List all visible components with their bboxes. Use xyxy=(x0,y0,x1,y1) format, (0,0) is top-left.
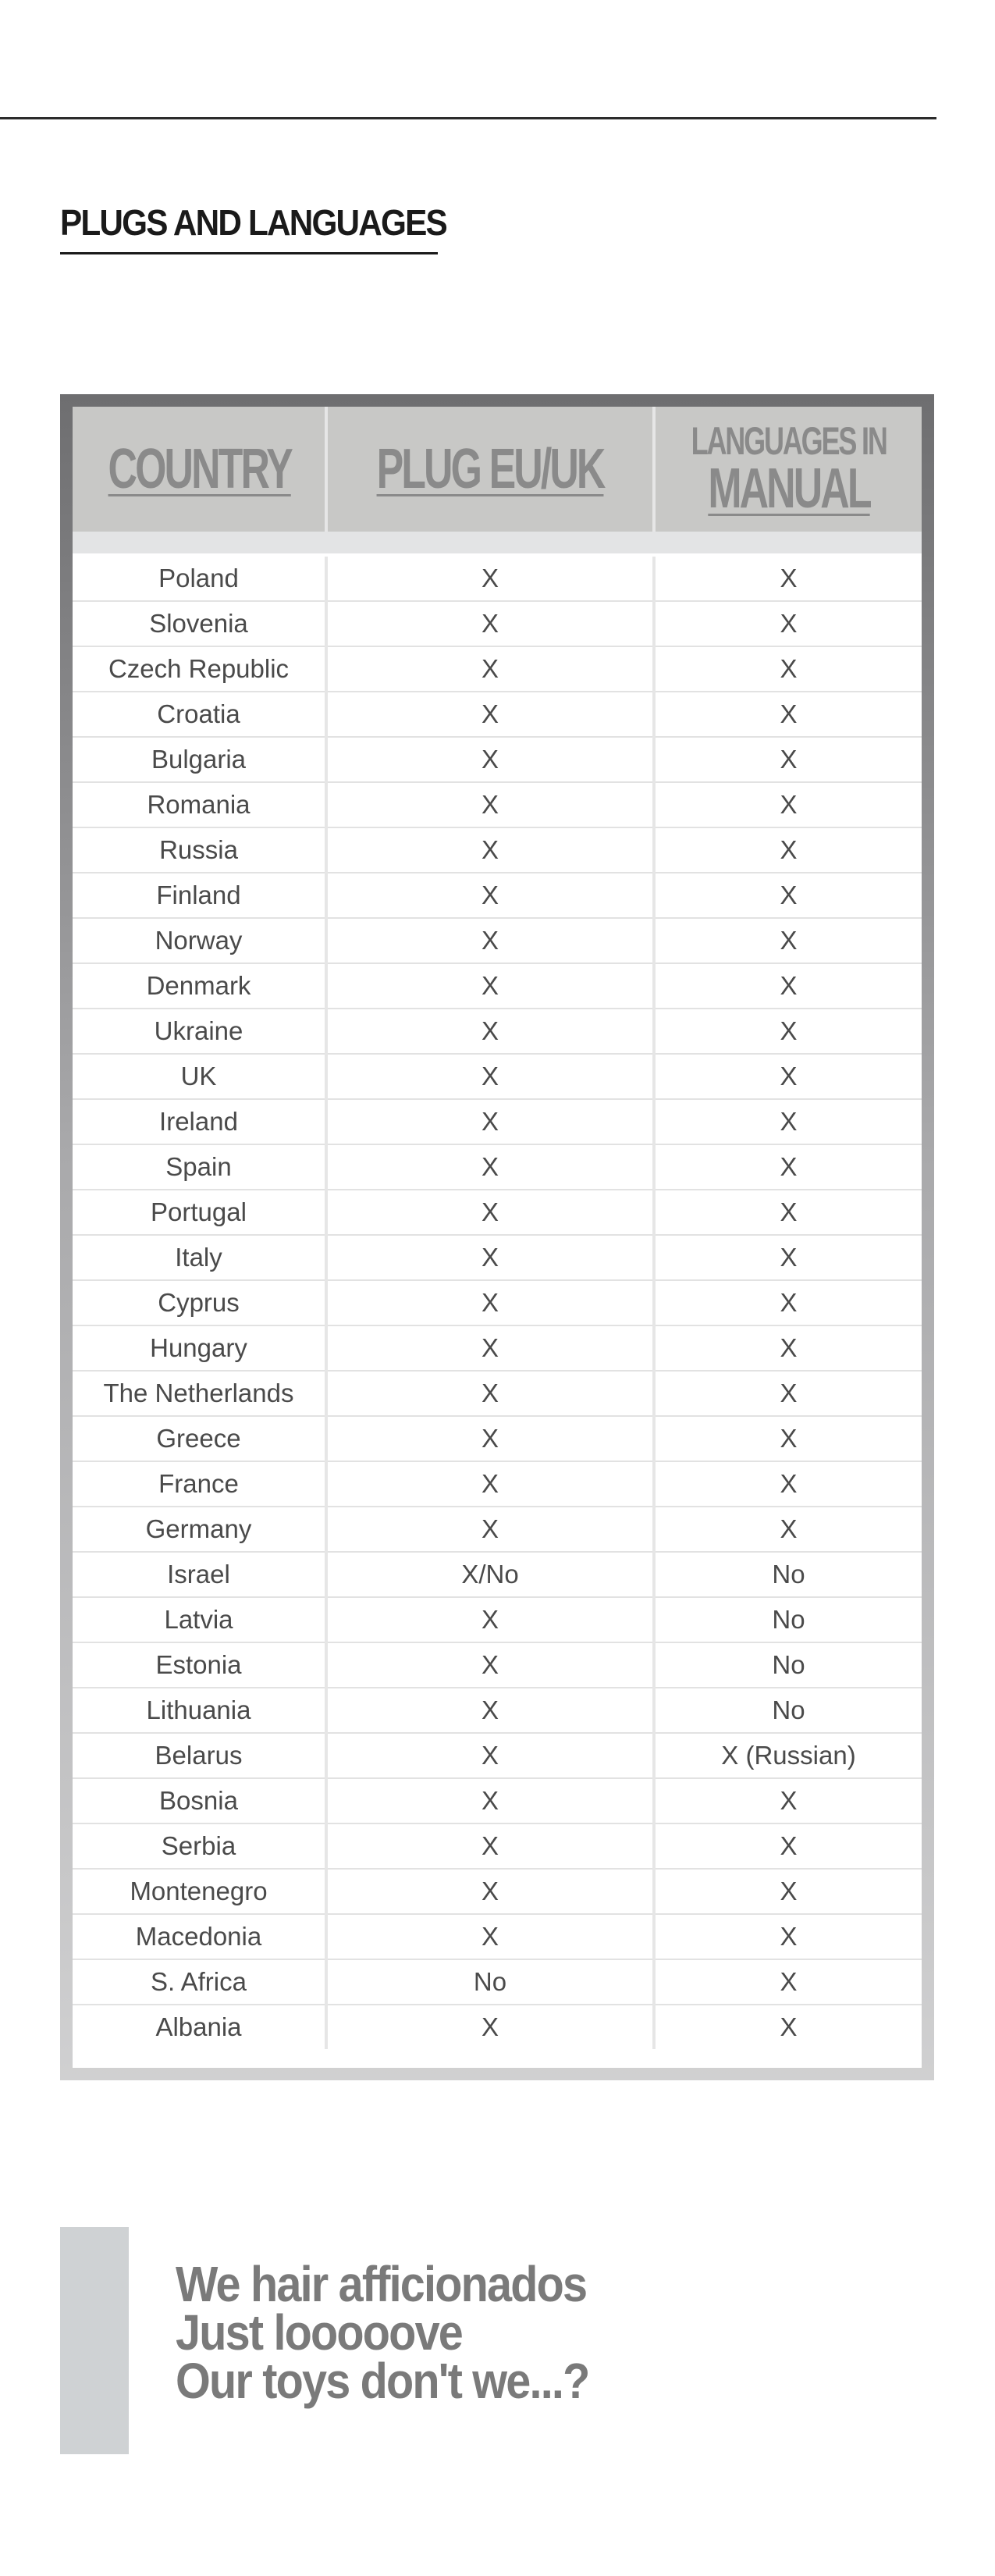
plug-cell: X xyxy=(326,1099,654,1144)
language-cell: X xyxy=(654,782,922,827)
language-cell: X xyxy=(654,1190,922,1235)
quote-accent-bar xyxy=(60,2227,129,2454)
language-cell: X xyxy=(654,827,922,873)
plug-cell: X xyxy=(326,1235,654,1280)
plug-cell: X xyxy=(326,646,654,692)
language-cell: X xyxy=(654,646,922,692)
country-cell: Israel xyxy=(73,1552,326,1597)
plug-cell: X xyxy=(326,1642,654,1688)
country-cell: Bosnia xyxy=(73,1778,326,1823)
country-cell: Montenegro xyxy=(73,1869,326,1914)
plug-cell: X xyxy=(326,1325,654,1371)
country-cell: Lithuania xyxy=(73,1688,326,1733)
section-title: PLUGS AND LANGUAGES xyxy=(60,202,446,243)
plug-cell: X xyxy=(326,873,654,918)
country-cell: Romania xyxy=(73,782,326,827)
table-header-row xyxy=(73,407,922,532)
language-cell: X xyxy=(654,1144,922,1190)
tagline-line-3: Our toys don't we...? xyxy=(176,2353,589,2409)
country-cell: Slovenia xyxy=(73,601,326,646)
country-cell: Finland xyxy=(73,873,326,918)
country-cell: S. Africa xyxy=(73,1959,326,2005)
country-cell: Belarus xyxy=(73,1733,326,1778)
country-cell: Czech Republic xyxy=(73,646,326,692)
tagline-line-2: Just looooove xyxy=(176,2304,463,2361)
plug-cell: X xyxy=(326,692,654,737)
country-cell: Albania xyxy=(73,2005,326,2049)
table-row xyxy=(73,555,922,601)
table-row xyxy=(73,1416,922,1461)
table-row xyxy=(73,1325,922,1371)
plug-cell: X/No xyxy=(326,1552,654,1597)
plug-cell: X xyxy=(326,1461,654,1507)
table-row xyxy=(73,1688,922,1733)
plugs-languages-table xyxy=(73,407,922,2049)
header-country-label: COUNTRY xyxy=(108,438,291,500)
language-cell: X xyxy=(654,1235,922,1280)
language-cell: X xyxy=(654,1778,922,1823)
header-languages-line2: MANUAL xyxy=(707,457,870,520)
language-cell: X xyxy=(654,1280,922,1325)
table-row xyxy=(73,1099,922,1144)
plug-cell: X xyxy=(326,737,654,782)
tagline-line-1: We hair afficionados xyxy=(176,2256,587,2312)
plug-cell: X xyxy=(326,1597,654,1642)
plug-cell: X xyxy=(326,601,654,646)
language-cell: X xyxy=(654,1914,922,1959)
country-cell: The Netherlands xyxy=(73,1371,326,1416)
table-row xyxy=(73,1597,922,1642)
title-underline xyxy=(60,252,438,254)
plug-cell: X xyxy=(326,963,654,1009)
language-cell: X xyxy=(654,1959,922,2005)
language-cell: X xyxy=(654,737,922,782)
country-cell: Poland xyxy=(73,555,326,601)
header-languages-line1: LANGUAGES IN xyxy=(691,419,887,463)
table-row xyxy=(73,918,922,963)
header-spacer-row xyxy=(73,532,922,555)
plug-cell: X xyxy=(326,1144,654,1190)
table-row xyxy=(73,1642,922,1688)
plug-cell: X xyxy=(326,1688,654,1733)
table-inner xyxy=(73,407,922,2068)
table-row xyxy=(73,1823,922,1869)
language-cell: X xyxy=(654,1099,922,1144)
language-cell: X xyxy=(654,963,922,1009)
table-row xyxy=(73,692,922,737)
language-cell: X xyxy=(654,1869,922,1914)
language-cell: X xyxy=(654,692,922,737)
table-row xyxy=(73,782,922,827)
language-cell: No xyxy=(654,1597,922,1642)
table-row xyxy=(73,1144,922,1190)
table-row xyxy=(73,1733,922,1778)
plug-cell: X xyxy=(326,1869,654,1914)
country-cell: Norway xyxy=(73,918,326,963)
top-divider xyxy=(0,117,936,119)
country-cell: Latvia xyxy=(73,1597,326,1642)
country-cell: Portugal xyxy=(73,1190,326,1235)
country-cell: Hungary xyxy=(73,1325,326,1371)
table-row xyxy=(73,1914,922,1959)
plug-cell: X xyxy=(326,1416,654,1461)
plug-cell: X xyxy=(326,1823,654,1869)
tagline-quote xyxy=(176,2256,808,2409)
table-row xyxy=(73,1280,922,1325)
language-cell: X xyxy=(654,1054,922,1099)
table-row xyxy=(73,963,922,1009)
plug-cell: X xyxy=(326,1054,654,1099)
country-cell: Spain xyxy=(73,1144,326,1190)
language-cell: X xyxy=(654,1371,922,1416)
table-row xyxy=(73,1552,922,1597)
table-row xyxy=(73,1009,922,1054)
table-row xyxy=(73,2005,922,2049)
language-cell: X xyxy=(654,1823,922,1869)
table-row xyxy=(73,1959,922,2005)
plug-cell: X xyxy=(326,1280,654,1325)
plug-cell: X xyxy=(326,827,654,873)
country-cell: France xyxy=(73,1461,326,1507)
plug-cell: X xyxy=(326,1009,654,1054)
country-cell: Italy xyxy=(73,1235,326,1280)
country-cell: Denmark xyxy=(73,963,326,1009)
language-cell: X xyxy=(654,873,922,918)
plug-cell: X xyxy=(326,1371,654,1416)
country-cell: Cyprus xyxy=(73,1280,326,1325)
language-cell: No xyxy=(654,1688,922,1733)
country-cell: Croatia xyxy=(73,692,326,737)
language-cell: No xyxy=(654,1552,922,1597)
table-row xyxy=(73,646,922,692)
plugs-languages-table-frame xyxy=(60,394,934,2080)
country-cell: Ireland xyxy=(73,1099,326,1144)
plug-cell: X xyxy=(326,2005,654,2049)
header-plug xyxy=(326,407,654,532)
plug-cell: No xyxy=(326,1959,654,2005)
country-cell: Serbia xyxy=(73,1823,326,1869)
table-row xyxy=(73,737,922,782)
country-cell: Estonia xyxy=(73,1642,326,1688)
language-cell: X xyxy=(654,1507,922,1552)
table-row xyxy=(73,601,922,646)
language-cell: X xyxy=(654,918,922,963)
country-cell: Russia xyxy=(73,827,326,873)
table-row xyxy=(73,1869,922,1914)
language-cell: X xyxy=(654,1325,922,1371)
plug-cell: X xyxy=(326,1778,654,1823)
table-row xyxy=(73,1507,922,1552)
header-plug-label: PLUG EU/UK xyxy=(376,438,604,500)
plug-cell: X xyxy=(326,555,654,601)
table-row xyxy=(73,827,922,873)
plug-cell: X xyxy=(326,782,654,827)
country-cell: UK xyxy=(73,1054,326,1099)
language-cell: X xyxy=(654,1009,922,1054)
table-row xyxy=(73,1461,922,1507)
table-row xyxy=(73,1371,922,1416)
language-cell: No xyxy=(654,1642,922,1688)
language-cell: X xyxy=(780,2012,798,2041)
language-cell: X xyxy=(654,1461,922,1507)
country-cell: Greece xyxy=(73,1416,326,1461)
header-country xyxy=(73,407,326,532)
language-cell: X xyxy=(654,601,922,646)
country-cell: Macedonia xyxy=(73,1914,326,1959)
country-cell: Bulgaria xyxy=(73,737,326,782)
header-languages xyxy=(654,407,922,532)
table-row xyxy=(73,1190,922,1235)
table-row xyxy=(73,873,922,918)
plug-cell: X xyxy=(326,918,654,963)
plug-cell: X xyxy=(326,1733,654,1778)
country-cell: Germany xyxy=(73,1507,326,1552)
table-row xyxy=(73,1235,922,1280)
language-cell: X xyxy=(654,1416,922,1461)
table-row xyxy=(73,1054,922,1099)
table-row xyxy=(73,1778,922,1823)
plug-cell: X xyxy=(326,1914,654,1959)
plug-cell: X xyxy=(326,1507,654,1552)
country-cell: Ukraine xyxy=(73,1009,326,1054)
language-cell: X (Russian) xyxy=(654,1733,922,1778)
plug-cell: X xyxy=(326,1190,654,1235)
language-cell: X xyxy=(654,555,922,601)
